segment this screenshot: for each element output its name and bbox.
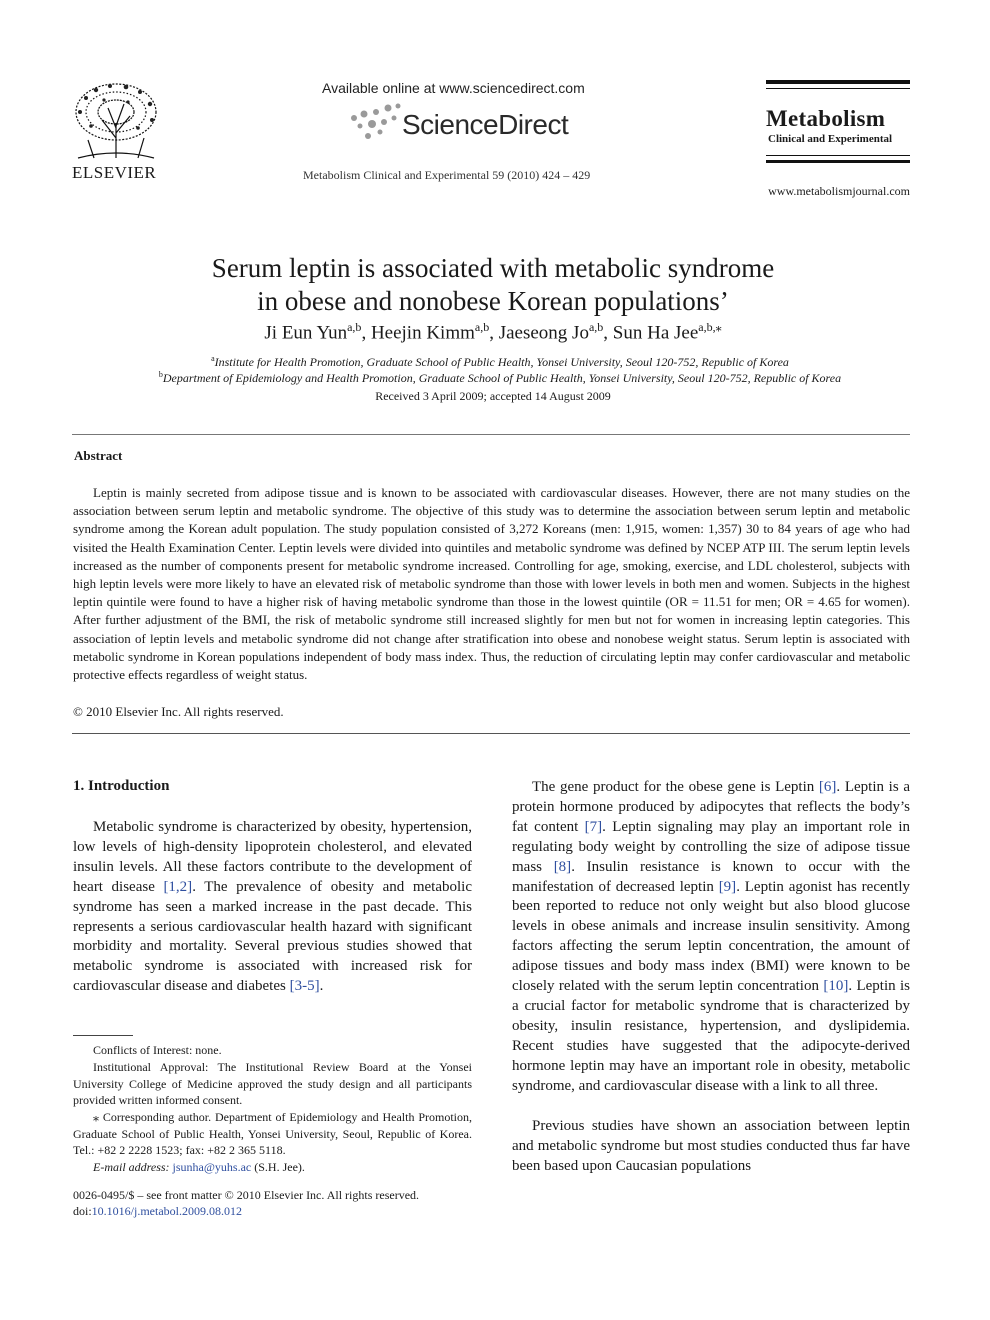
journal-citation: Metabolism Clinical and Experimental 59 (2010) 424 – 429: [303, 168, 591, 182]
citation-link[interactable]: [1,2]: [163, 878, 193, 895]
affiliation-b: $^b$Department of Epidemiology and Health Promotion, Graduate School of Public Health, Yonsei University, Seoul 120-752, Republic of Korea: [158, 370, 842, 385]
intro-paragraph-1: [73, 818, 472, 997]
author-affiliation-marker[interactable]: a,b: [474, 320, 490, 334]
citation-link[interactable]: [10]: [823, 978, 849, 995]
author-name: Heejin Kimm: [370, 322, 475, 344]
sciencedirect-wordmark: ScienceDirect: [402, 109, 569, 140]
citation-link[interactable]: [8]: [553, 858, 572, 875]
author-affiliation-marker[interactable]: a,b,⁎: [698, 320, 722, 334]
affiliation-a: $^a$Institute for Health Promotion, Graduate School of Public Health, Yonsei University, Seoul 120-752, Republic of Korea: [211, 354, 789, 369]
paragraph-text: Metabolic syndrome is characterized by obesity, hypertension, low levels of high-density lipoprotein cholesterol, and elevated insulin levels. All these factors contribute to the development of heart disease: [73, 819, 472, 895]
intro-paragraph-3: Previous studies have shown an association between leptin and metabolic syndrome but most studies conducted thus far have been based upon Caucasian populations: [512, 1118, 910, 1174]
abstract-top-rule: [72, 434, 910, 435]
citation-link[interactable]: [6]: [818, 779, 837, 795]
author-separator: ,: [361, 322, 371, 344]
article-title: [100, 252, 886, 318]
citation-link[interactable]: [3-5]: [289, 978, 320, 995]
header-rule: [766, 88, 910, 89]
doi-link[interactable]: 10.1016/j.metabol.2009.08.012: [91, 1204, 242, 1218]
title-footnote-mark[interactable]: ’: [719, 286, 729, 316]
citation-link[interactable]: [9]: [718, 878, 737, 895]
header-rule: [766, 160, 910, 163]
doi-line: [73, 1204, 242, 1219]
title-line-2: in obese and nonobese Korean populations: [257, 286, 720, 316]
paragraph-text: . Leptin signaling may play an important role in regulating body weight by controlling the size of adipose tissue mass: [512, 818, 910, 875]
journal-url-link[interactable]: www.metabolismjournal.com: [768, 184, 910, 198]
email-owner: (S.H. Jee).: [254, 1160, 305, 1174]
section-heading-introduction: 1. Introduction: [73, 778, 170, 794]
doi-label: doi:: [73, 1204, 92, 1218]
available-online-text: Available online at www.sciencedirect.com: [322, 80, 585, 96]
author-separator: ,: [489, 322, 499, 344]
abstract-heading: Abstract: [74, 448, 123, 463]
affiliation-marker: a: [211, 354, 215, 363]
author-name: Sun Ha Jee: [612, 322, 699, 344]
intro-paragraph-2: [512, 778, 910, 1097]
header-rule: [766, 80, 910, 84]
paragraph-text: The gene product for the obese gene is Leptin: [532, 779, 819, 795]
email-link[interactable]: jsunha@yuhs.ac: [172, 1160, 252, 1174]
author-name: Jaeseong Jo: [498, 322, 589, 344]
received-dates: Received 3 April 2009; accepted 14 August 2009: [375, 389, 611, 403]
author-affiliation-marker[interactable]: a,b: [347, 320, 362, 334]
abstract-body: Leptin is mainly secreted from adipose tissue and is known to be associated with cardiovascular diseases. However, there are not many studies on the association between serum leptin and metabolic syndrome. The objective of this study was to determine the association between serum leptin and metabolic syndrome among the Korean adult population. The study population consisted of 3,272 Koreans (men: 1,915, women: 1,357) 30 to 84 years of age who had visited the Health Examination Center. Leptin levels were divided into quintiles and metabolic syndrome was defined by NCEP ATP III. The serum leptin levels increased as the number of components present for metabolic syndrome increased. Controlling for age, smoking, exercise, and LDL cholesterol, subjects with high leptin levels were more likely to have an elevated risk of metabolic syndrome than those with lower levels in both men and women. Subjects in the highest leptin quintile were found to have a higher risk of having metabolic syndrome than those in the lowest quintile (OR = 11.51 for men; OR = 4.65 for women). After further adjustment of the BMI, the risk of metabolic syndrome still increased slightly for men but not for women in increasing leptin categories. This association of leptin levels and metabolic syndrome did not change after stratification into obese and nonobese weight status. Serum leptin is associated with metabolic syndrome in Korean populations independent of body mass index. Thus, the reduction of circulating leptin may confer cardiovascular and metabolic protective effects regardless of weight status.: [73, 485, 910, 683]
journal-subtitle: Clinical and Experimental: [768, 133, 893, 145]
paragraph-text: . Leptin agonist has recently been reported to reduce not only weight but also blood glucose levels in obese animals and increase insulin sensitivity. Among factors affecting the serum leptin concentration, the amount of adipose tissues and body mass index (BMI) were known to be closely related with the serum leptin concentration: [512, 878, 910, 995]
journal-title: Metabolism: [766, 106, 886, 131]
author-separator: ,: [603, 322, 613, 344]
author-affiliation-marker[interactable]: a,b: [588, 320, 604, 334]
author-name: Ji Eun Yun: [264, 322, 348, 344]
paragraph-text: . Leptin is a protein hormone produced by adipocytes that reflects the body’s fat content: [512, 779, 910, 835]
abstract-bottom-rule: [72, 733, 910, 734]
email-label: E-mail address:: [93, 1160, 170, 1174]
citation-link[interactable]: [7]: [584, 818, 603, 835]
footnote-corresponding: ⁎ Corresponding author. Department of Epidemiology and Health Promotion, Graduate School of Public Health, Yonsei University, Seoul, Republic of Korea. Tel.: +82 2 2228 1523; fax: +82 2 365 5118.: [73, 1110, 472, 1158]
footnote-conflicts: Conflicts of Interest: none.: [93, 1043, 222, 1057]
footnote-approval: Institutional Approval: The Institutional Review Board at the Yonsei University College of Medicine approved the study design and all participants provided written informed consent.: [73, 1060, 472, 1108]
paragraph-text: . Insulin resistance is known to occur with the manifestation of decreased leptin: [512, 858, 910, 895]
paragraph-text: .: [319, 978, 324, 995]
title-line-1: Serum leptin is associated with metabolic syndrome: [211, 253, 775, 283]
footnote-email: [73, 1159, 472, 1176]
issn-line: 0026-0495/$ – see front matter © 2010 Elsevier Inc. All rights reserved.: [73, 1188, 420, 1202]
header-rule: [766, 155, 910, 156]
abstract-copyright: © 2010 Elsevier Inc. All rights reserved.: [73, 704, 284, 719]
publisher-name: ELSEVIER: [72, 163, 157, 182]
affiliation-marker: b: [158, 370, 163, 379]
paragraph-text: . Leptin is a crucial factor for metabolic syndrome that is characterized by obesity, insulin resistance, hypertension, and dyslipidemia. Recent studies have suggested that the adipocyte-derived hormone leptin may have an important role in obesity, metabolic syndrome, and cardiovascular disease with a link to all three.: [512, 978, 910, 1094]
footnote-rule: [73, 1035, 133, 1036]
paragraph-text: . The prevalence of obesity and metabolic syndrome has seen a marked increase in the past decade. This represents a serious cardiovascular health hazard with significant morbidity and mortality. Several previous studies showed that metabolic syndrome is associated with increased risk for cardiovascular disease and diabetes: [73, 878, 472, 995]
author-list: [100, 320, 886, 344]
